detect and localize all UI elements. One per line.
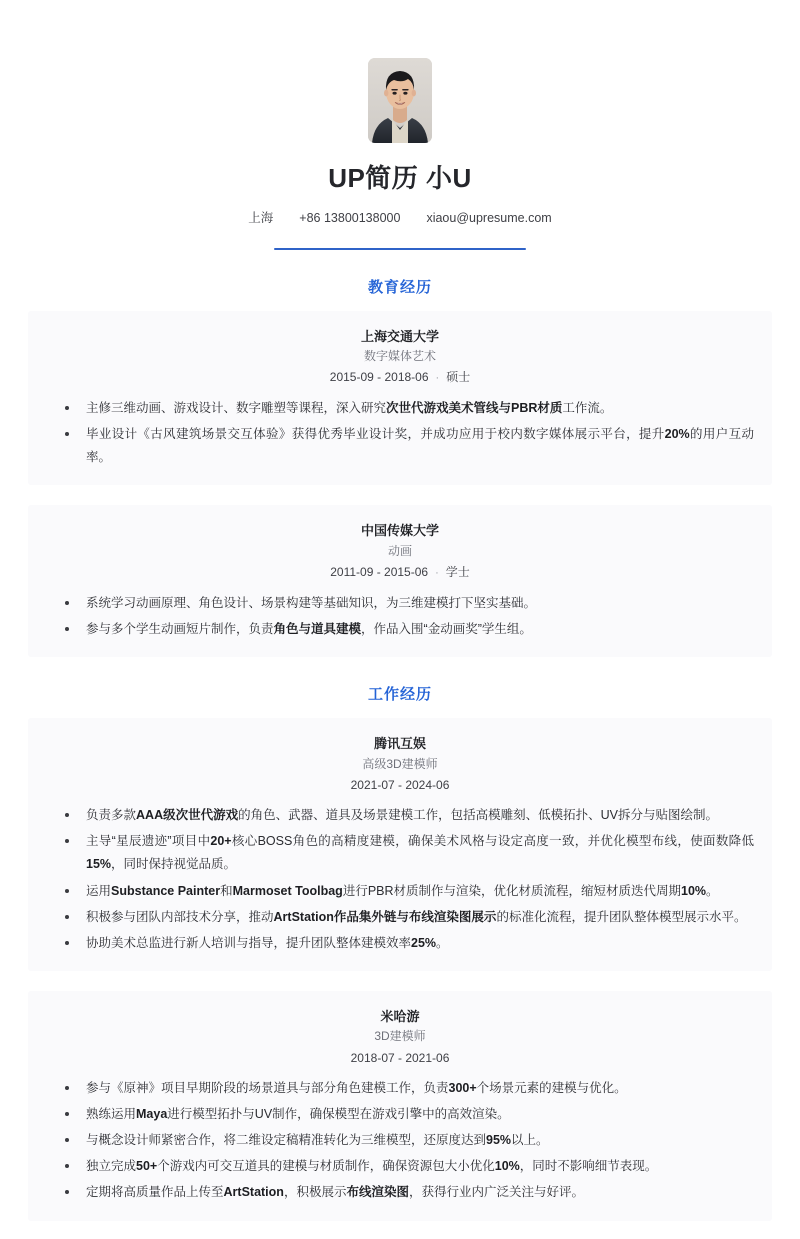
bullet-item <box>46 932 754 955</box>
bullet-item <box>46 804 754 827</box>
page-bottom-spacer <box>28 1221 772 1239</box>
user-photo-icon <box>368 58 432 143</box>
meta-separator-dot: · <box>435 567 439 580</box>
bullet-text: 参与《原神》项目早期阶段的场景道具与部分角色建模工作，负责 <box>86 1080 449 1095</box>
bullet-highlight: 20% <box>664 427 690 442</box>
bullet-text: 工作流。 <box>562 401 613 416</box>
resume-section <box>28 276 772 657</box>
bullet-text: 个场景元素的建模与优化。 <box>476 1080 627 1095</box>
bullet-item <box>46 1077 754 1100</box>
bullet-highlight: Substance Painter <box>111 883 221 898</box>
bullet-item <box>46 880 754 903</box>
contact-info <box>28 210 772 228</box>
bullet-text: 核心BOSS角色的高精度建模，确保美术风格与设定高度一致，并优化模型布线，使面数降低 <box>231 834 754 849</box>
bullet-text: 毕业设计《古风建筑场景交互体验》获得优秀毕业设计奖，并成功应用于校内数字媒体展示平台，提升 <box>86 427 665 442</box>
resume-header <box>28 0 772 250</box>
bullet-text: 进行PBR材质制作与渲染，优化材质流程，缩短材质迭代周期 <box>342 883 682 898</box>
bullet-item <box>46 618 754 641</box>
bullet-list <box>46 592 754 641</box>
section-title: 教育经历 <box>367 278 432 296</box>
bullet-text: 协助美术总监进行新人培训与指导，提升团队整体建模效率 <box>86 935 412 950</box>
bullet-text: 个游戏内可交互道具的建模与材质制作，确保资源包大小优化 <box>157 1159 495 1174</box>
resume-section <box>28 683 772 1221</box>
bullet-highlight: Marmoset Toolbag <box>232 883 343 898</box>
degree-label: 学士 <box>445 565 470 580</box>
bullet-highlight: 50+ <box>136 1159 158 1174</box>
contact-email: xiaou@upresume.com <box>426 211 552 226</box>
page-title: UP简历 小U <box>328 163 472 193</box>
bullet-highlight: 布线渲染图 <box>346 1185 409 1200</box>
bullet-highlight: 10% <box>681 883 707 898</box>
bullet-text: 进行模型拓扑与UV制作，确保模型在游戏引擎中的高效渲染。 <box>167 1107 510 1122</box>
experience-card <box>28 505 772 657</box>
bullet-item <box>46 906 754 929</box>
bullet-highlight: ArtStation作品集外链与布线渲染图展示 <box>273 909 497 924</box>
bullet-item <box>46 592 754 615</box>
bullet-highlight: 角色与道具建模 <box>273 621 362 636</box>
bullet-text: ，获得行业内广泛关注与好评。 <box>408 1185 584 1200</box>
bullet-list <box>46 397 754 469</box>
bullet-text: 主修三维动画、游戏设计、数字雕塑等课程，深入研究 <box>86 401 387 416</box>
bullet-item <box>46 1103 754 1126</box>
bullet-text: 的角色、武器、道具及场景建模工作，包括高模雕刻、低模拓扑、UV拆分与贴图绘制。 <box>238 808 718 823</box>
date-range: 2015-09 - 2018-06 <box>329 370 429 385</box>
bullet-text: 定期将高质量作品上传至 <box>86 1185 224 1200</box>
experience-card <box>28 991 772 1221</box>
bullet-highlight: 25% <box>411 935 437 950</box>
role-title: 数字媒体艺术 <box>363 349 436 364</box>
bullet-text: 的用户互动率。 <box>86 427 754 465</box>
bullet-text: 。 <box>706 883 719 898</box>
bullet-text: 主导“星辰遗迹”项目中 <box>86 834 211 849</box>
bullet-text: 与概念设计师紧密合作，将二维设定稿精准转化为三维模型，还原度达到 <box>86 1133 487 1148</box>
bullet-text: 以上。 <box>511 1133 549 1148</box>
resume-sections <box>28 276 772 1221</box>
entry-meta <box>46 562 754 583</box>
bullet-highlight: 15% <box>86 857 112 872</box>
bullet-highlight: AAA级次世代游戏 <box>136 808 239 823</box>
bullet-item <box>46 1155 754 1178</box>
experience-card <box>28 718 772 971</box>
role-title: 高级3D建模师 <box>362 756 438 771</box>
organization-name: 腾讯互娱 <box>373 736 426 752</box>
bullet-highlight: 95% <box>486 1133 512 1148</box>
bullet-text: ，同时不影响细节表现。 <box>519 1159 658 1174</box>
bullet-highlight: 20+ <box>210 834 232 849</box>
bullet-item <box>46 1129 754 1152</box>
entry-meta <box>46 775 754 795</box>
bullet-text: 负责多款 <box>86 808 137 823</box>
organization-name: 米哈游 <box>380 1008 420 1024</box>
bullet-text: 运用 <box>86 883 112 898</box>
bullet-list <box>46 804 754 955</box>
bullet-item <box>46 830 754 876</box>
bullet-text: 。 <box>436 935 449 950</box>
date-range: 2018-07 - 2021-06 <box>350 1050 450 1065</box>
bullet-highlight: ArtStation <box>223 1185 284 1200</box>
bullet-text: 参与多个学生动画短片制作，负责 <box>86 621 274 636</box>
entry-meta <box>46 1048 754 1068</box>
bullet-text: ，同时保持视觉品质。 <box>111 857 237 872</box>
contact-location: 上海 <box>248 211 274 226</box>
entry-meta <box>46 367 754 388</box>
meta-separator-dot: · <box>435 372 440 385</box>
bullet-highlight: Maya <box>136 1107 168 1122</box>
section-title: 工作经历 <box>367 686 432 704</box>
bullet-highlight: 300+ <box>448 1080 477 1095</box>
header-divider <box>274 248 526 250</box>
bullet-item <box>46 397 754 420</box>
contact-phone: +86 13800138000 <box>299 211 401 226</box>
experience-card <box>28 311 772 486</box>
bullet-list <box>46 1077 754 1205</box>
bullet-text: 积极参与团队内部技术分享，推动 <box>86 909 274 924</box>
bullet-text: 的标准化流程，提升团队整体模型展示水平。 <box>496 909 747 924</box>
role-title: 3D建模师 <box>374 1029 426 1044</box>
bullet-highlight: 次世代游戏美术管线与PBR材质 <box>386 401 563 416</box>
avatar <box>368 58 432 143</box>
organization-name: 上海交通大学 <box>360 328 439 344</box>
bullet-text: ，作品入围“金动画奖”学生组。 <box>361 621 532 636</box>
bullet-item <box>46 423 754 469</box>
bullet-highlight: 10% <box>494 1159 520 1174</box>
bullet-text: 系统学习动画原理、角色设计、场景构建等基础知识，为三维建模打下坚实基础。 <box>86 595 537 610</box>
bullet-text: 和 <box>220 883 233 898</box>
bullet-text: 熟练运用 <box>86 1107 137 1122</box>
degree-label: 硕士 <box>446 370 471 385</box>
date-range: 2021-07 - 2024-06 <box>350 777 450 792</box>
bullet-item <box>46 1181 754 1204</box>
bullet-text: ，积极展示 <box>283 1185 347 1200</box>
role-title: 动画 <box>387 543 412 558</box>
bullet-text: 独立完成 <box>86 1159 137 1174</box>
date-range: 2011-09 - 2015-06 <box>330 565 429 580</box>
organization-name: 中国传媒大学 <box>360 523 439 539</box>
